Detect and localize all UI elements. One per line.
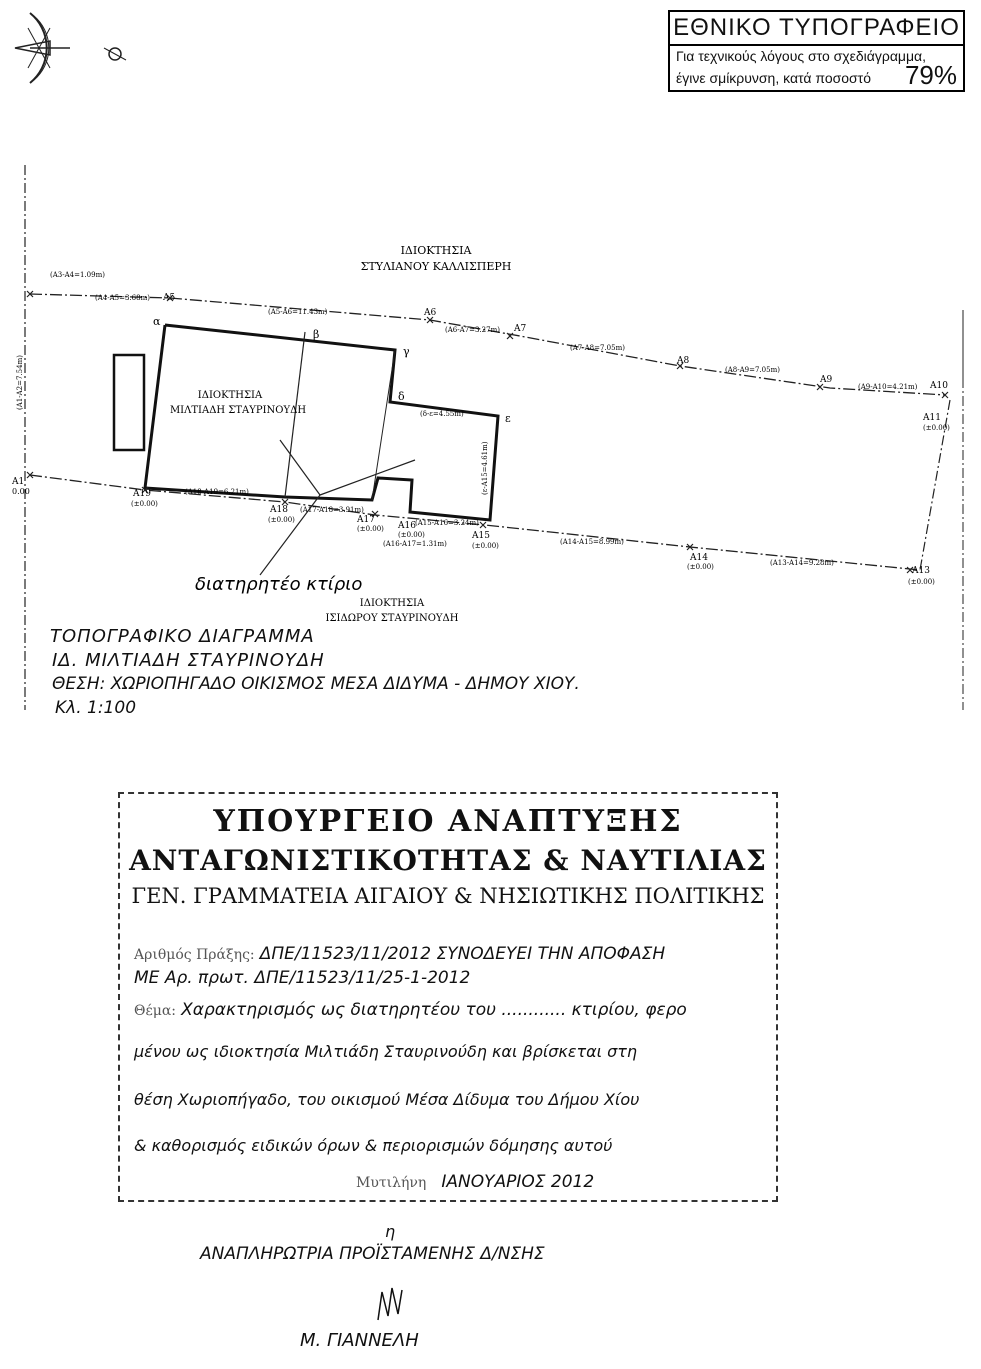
notice-divider (670, 44, 963, 46)
act-number-value: ΔΠΕ/11523/11/2012 ΣΥΝΟΔΕΥΕΙ ΤΗΝ ΑΠΟΦΑΣΗ (259, 944, 666, 964)
point-elev: 0.00 (12, 487, 30, 496)
act-number-value-2: ΜΕ Αρ. πρωτ. ΔΠΕ/11523/11/25-1-2012 (134, 968, 471, 988)
segment-label: (A18-A19=6.21m) (185, 488, 249, 496)
segment-label: (ε-A15=4.61m) (481, 441, 489, 495)
handwritten-signature (370, 1284, 420, 1324)
point-elev: (±0.00) (131, 500, 158, 508)
segment-label: (A4-A5=3.68m) (95, 294, 150, 302)
point-label: A13 (912, 566, 930, 576)
plan-title-line-2: ΙΔ. ΜΙΛΤΙΑΔΗ ΣΤΑΥΡΙΝΟΥΔΗ (52, 650, 325, 671)
north-property-label-1: ΙΔΙΟΚΤΗΣΙΑ (400, 244, 472, 257)
subject-line-1: Χαρακτηρισμός ως διατηρητέου του ............ κτιρίου, φερο (181, 1000, 687, 1020)
ministry-stamp (118, 792, 778, 1202)
north-arrow-icon (10, 8, 130, 88)
notice-line-1: Για τεχνικούς λόγους στο σχεδιάγραμμα, (676, 48, 927, 64)
point-elev: (±0.00) (472, 542, 499, 550)
signature-role: ΑΝΑΠΛΗΡΩΤΡΙΑ ΠΡΟΪΣΤΑΜΕΝΗΣ Δ/ΝΣΗΣ (200, 1244, 545, 1264)
owner-property-label-1: ΙΔΙΟΚΤΗΣΙΑ (197, 390, 263, 401)
date-value: ΙΑΝΟΥΑΡΙΟΣ 2012 (441, 1172, 595, 1192)
notice-title: ΕΘΝΙΚΟ ΤΥΠΟΓΡΑΦΕΙΟ (673, 14, 960, 41)
notice-line-2: έγινε σμίκρυνση, κατά ποσοστό (676, 70, 871, 86)
segment-label: (A7-A8=7.05m) (570, 344, 625, 352)
point-elev: (±0.00) (687, 563, 714, 571)
vertex-label: β (313, 328, 320, 341)
segment-label: (A8-A9=7.05m) (725, 366, 780, 374)
subject-label: Θέμα: (134, 1003, 176, 1019)
point-label: A15 (472, 531, 490, 541)
point-label: A9 (820, 375, 833, 385)
segment-label: (A17-A18=3.91m) (300, 506, 364, 514)
stamp-ministry-line-1: ΥΠΟΥΡΓΕΙΟ ΑΝΑΠΤΥΞΗΣ (213, 804, 683, 839)
south-property-label-2: ΙΣΙΔΩΡΟΥ ΣΤΑΥΡΙΝΟΥΔΗ (325, 613, 459, 624)
segment-label: (A1-A2=7.54m) (16, 355, 24, 410)
signatory-name: Μ. ΓΙΑΝΝΕΛΗ (300, 1330, 419, 1351)
reduction-percent: 79% (904, 60, 957, 90)
segment-label: (A3-A4=1.09m) (50, 271, 105, 279)
south-property-label-1: ΙΔΙΟΚΤΗΣΙΑ (359, 598, 425, 609)
plan-title-line-4: Κλ. 1:100 (55, 698, 137, 718)
place-label: Μυτιλήνη (356, 1175, 427, 1191)
point-label: A7 (514, 324, 527, 334)
stamp-ministry-line-3: ΓΕΝ. ΓΡΑΜΜΑΤΕΙΑ ΑΙΓΑΙΟΥ & ΝΗΣΙΩΤΙΚΗΣ ΠΟΛΙΤΙΚΗΣ (131, 884, 765, 908)
point-label: A17 (357, 515, 375, 525)
subject-line-3: θέση Χωριοπήγαδο, του οικισμού Μέσα Δίδυμα του Δήμου Χίου (134, 1090, 640, 1109)
subject-line-4: & καθορισμός ειδικών όρων & περιορισμών δόμησης αυτού (134, 1136, 613, 1155)
point-label: A19 (133, 489, 151, 499)
point-label: A8 (677, 356, 690, 366)
point-label: A10 (930, 381, 948, 391)
point-elev: (±0.00) (923, 424, 950, 432)
point-label: A18 (270, 505, 288, 515)
segment-label: (δ-ε=4.55m) (420, 410, 464, 418)
vertex-label: ε (505, 412, 511, 425)
segment-label: (A6-A7=3.27m) (445, 326, 500, 334)
segment-label: (A16-A17=1.31m) (383, 540, 447, 548)
segment-label: (A13-A14=9.28m) (770, 559, 834, 567)
segment-label: (A5-A6=11.43m) (268, 308, 328, 316)
plan-title-line-1: ΤΟΠΟΓΡΑΦΙΚΟ ΔΙΑΓΡΑΜΜΑ (50, 626, 315, 647)
vertex-label: α (153, 315, 161, 328)
stamp-ministry-line-2: ΑΝΤΑΓΩΝΙΣΤΙΚΟΤΗΤΑΣ & ΝΑΥΤΙΛΙΑΣ (129, 844, 767, 877)
subject-line-2: μένου ως ιδιοκτησία Μιλτιάδη Σταυρινούδη και βρίσκεται στη (134, 1042, 638, 1061)
point-elev: (±0.00) (268, 516, 295, 524)
point-label: A11 (923, 413, 941, 423)
vertex-label: δ (398, 390, 405, 403)
point-label: A16 (398, 521, 416, 531)
point-elev: (±0.00) (398, 531, 425, 539)
point-label: A1 (12, 477, 25, 487)
typography-notice-box (668, 10, 965, 92)
segment-label: (A9-A10=4.21m) (858, 383, 918, 391)
segment-label: (A14-A15=8.99m) (560, 538, 624, 546)
point-label: A14 (690, 553, 708, 563)
point-elev: (±0.00) (908, 578, 935, 586)
plan-title-line-3: ΘΕΣΗ: ΧΩΡΙΟΠΗΓΑΔΟ ΟΙΚΙΣΜΟΣ ΜΕΣΑ ΔΙΔΥΜΑ - ΔΗΜΟΥ ΧΙΟΥ. (52, 674, 580, 694)
point-elev: (±0.00) (357, 525, 384, 533)
point-label: A5 (163, 293, 176, 303)
preserved-building-note: διατηρητέο κτίριο (195, 574, 363, 595)
north-property-label-2: ΣΤΥΛΙΑΝΟΥ ΚΑΛΛΙΣΠΕΡΗ (360, 260, 512, 273)
vertex-label: γ (403, 345, 410, 358)
point-label: A6 (424, 308, 437, 318)
act-number-label: Αριθμός Πράξης: (134, 947, 255, 963)
segment-label: (A15-A16=3.24m) (415, 519, 479, 527)
signature-article: η (385, 1222, 396, 1241)
owner-property-label-2: ΜΙΛΤΙΑΔΗ ΣΤΑΥΡΙΝΟΥΔΗ (169, 405, 307, 416)
